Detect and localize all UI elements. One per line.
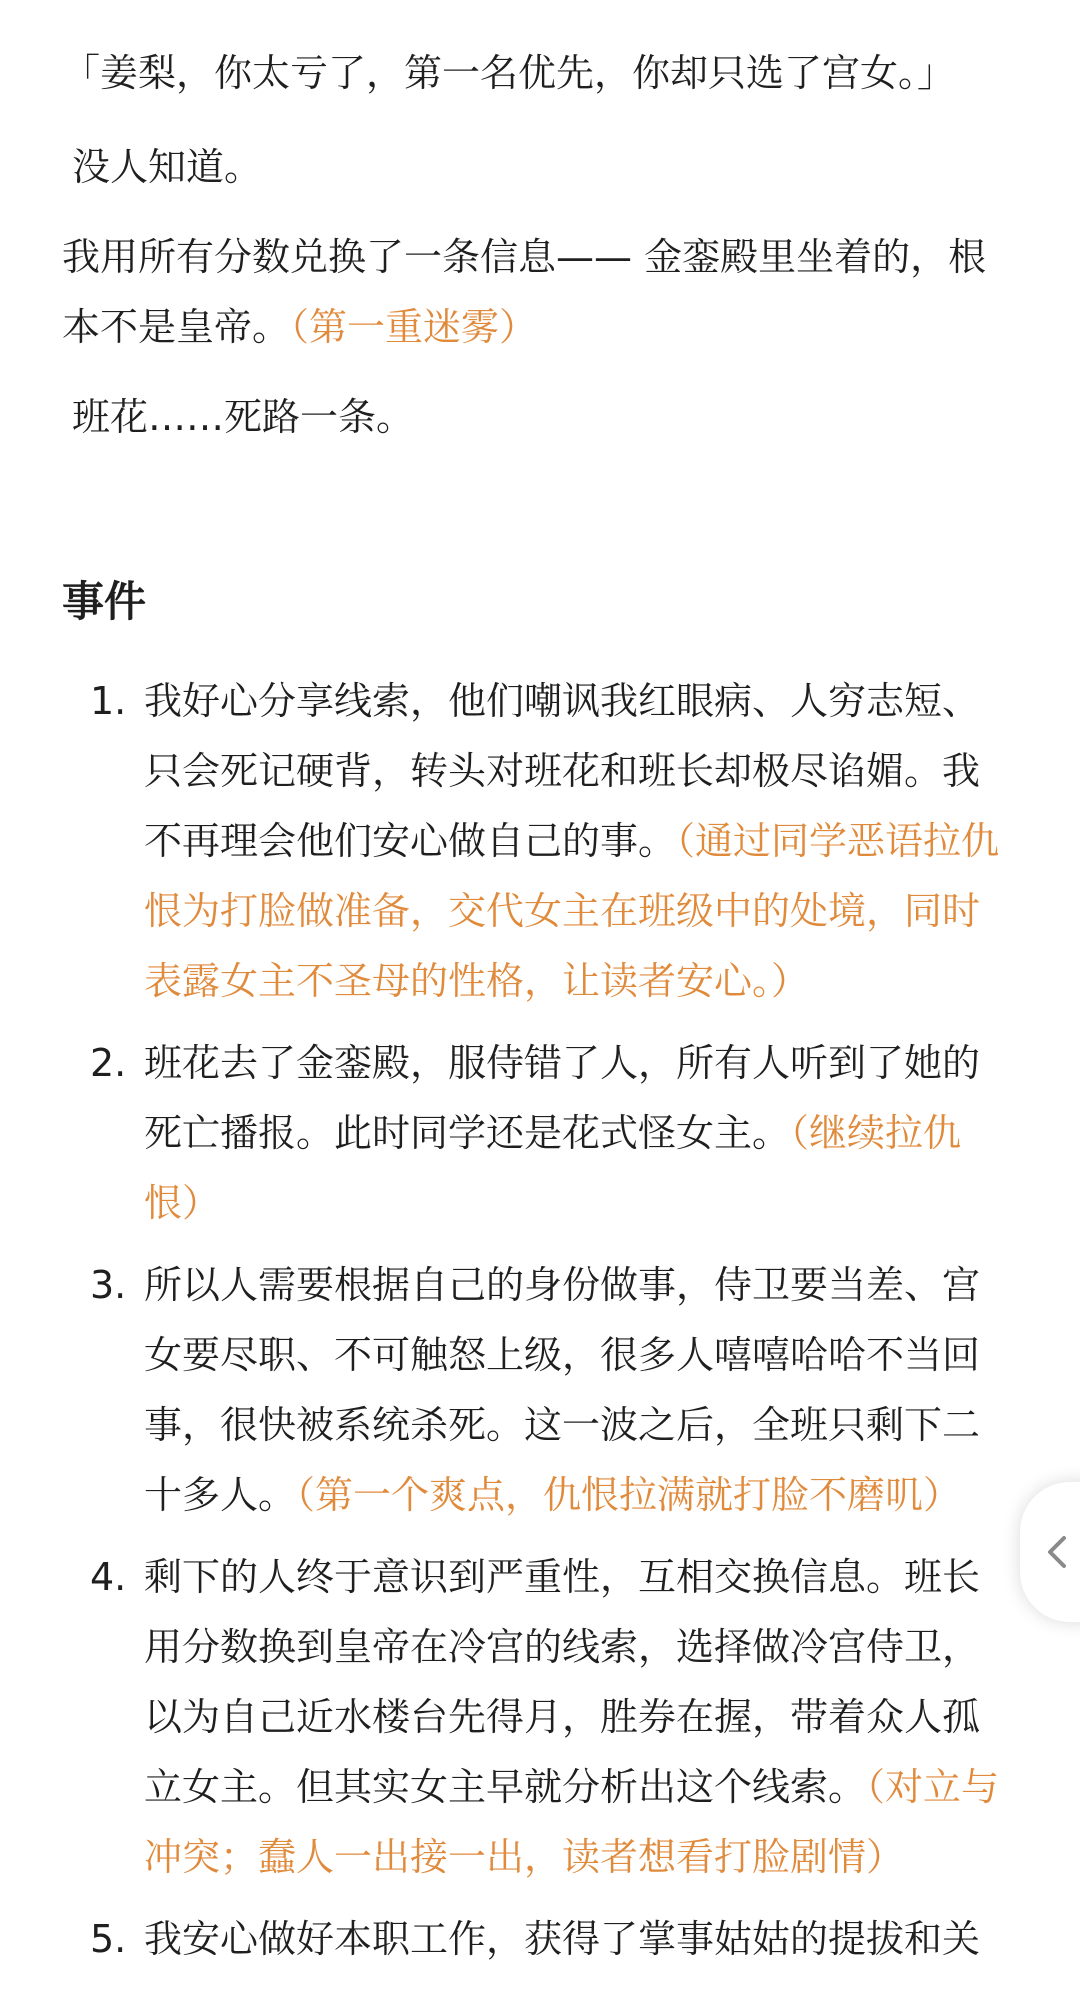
list-item bbox=[62, 1542, 1002, 1892]
list-item-text: 剩下的人终于意识到严重性，互相交换信息。班长用分数换到皇帝在冷宫的线索，选择做冷宫侍卫，以为自己近水楼台先得月，胜券在握，带着众人孤立女主。但其实女主早就分析出这个线索。 bbox=[144, 1555, 981, 1809]
list-number: 1. bbox=[90, 679, 127, 723]
section-heading: 事件 bbox=[62, 577, 147, 626]
list-number: 2. bbox=[90, 1041, 127, 1085]
list-item-note: （继续拉仇恨） bbox=[144, 1111, 962, 1225]
intro-paragraph-1 bbox=[62, 38, 1002, 108]
intro-text-2: 没人知道。 bbox=[72, 145, 263, 189]
chevron-left-icon bbox=[1044, 1532, 1070, 1572]
list-item bbox=[62, 1250, 1002, 1530]
intro-text-4: 班花……死路一条。 bbox=[72, 395, 415, 439]
intro-paragraph-2 bbox=[62, 132, 1002, 202]
event-list bbox=[62, 666, 1002, 1974]
list-item-text: 我安心做好本职工作，获得了掌事姑姑的提拔和关 bbox=[144, 1917, 981, 1961]
article-body bbox=[62, 0, 1002, 1974]
intro-text-1: 「姜梨，你太亏了，第一名优先，你却只选了宫女。」 bbox=[62, 51, 956, 95]
list-number: 4. bbox=[90, 1555, 127, 1599]
list-number: 5. bbox=[90, 1917, 127, 1961]
list-item bbox=[62, 1904, 1002, 1974]
side-collapse-tab[interactable] bbox=[1020, 1482, 1080, 1622]
list-item-note: （对立与冲突；蠢人一出接一出，读者想看打脸剧情） bbox=[144, 1765, 1000, 1879]
list-item-text: 班花去了金銮殿，服侍错了人，所有人听到了她的死亡播报。此时同学还是花式怪女主。 bbox=[144, 1041, 981, 1155]
list-item-text: 所以人需要根据自己的身份做事，侍卫要当差、宫女要尽职、不可触怒上级，很多人嘻嘻哈哈不当回事，很快被系统杀死。这一波之后，全班只剩下二十多人。 bbox=[144, 1263, 981, 1517]
list-item bbox=[62, 1028, 1002, 1238]
intro-text-3: 我用所有分数兑换了一条信息—— 金銮殿里坐着的，根本不是皇帝。 bbox=[62, 235, 987, 349]
list-item-note: （第一个爽点，仇恨拉满就打脸不磨叽） bbox=[296, 1473, 962, 1517]
list-number: 3. bbox=[90, 1263, 127, 1307]
list-item-note: （通过同学恶语拉仇恨为打脸做准备，交代女主在班级中的处境，同时表露女主不圣母的性格，让读者安心。） bbox=[144, 819, 1000, 1003]
list-item-text: 我好心分享线索，他们嘲讽我红眼病、人穷志短、只会死记硬背，转头对班花和班长却极尽谄媚。我不再理会他们安心做自己的事。 bbox=[144, 679, 981, 863]
intro-note-3: （第一重迷雾） bbox=[290, 305, 538, 349]
intro-paragraph-3 bbox=[62, 222, 1002, 362]
list-item bbox=[62, 666, 1002, 1016]
intro-paragraph-4 bbox=[62, 382, 1002, 452]
